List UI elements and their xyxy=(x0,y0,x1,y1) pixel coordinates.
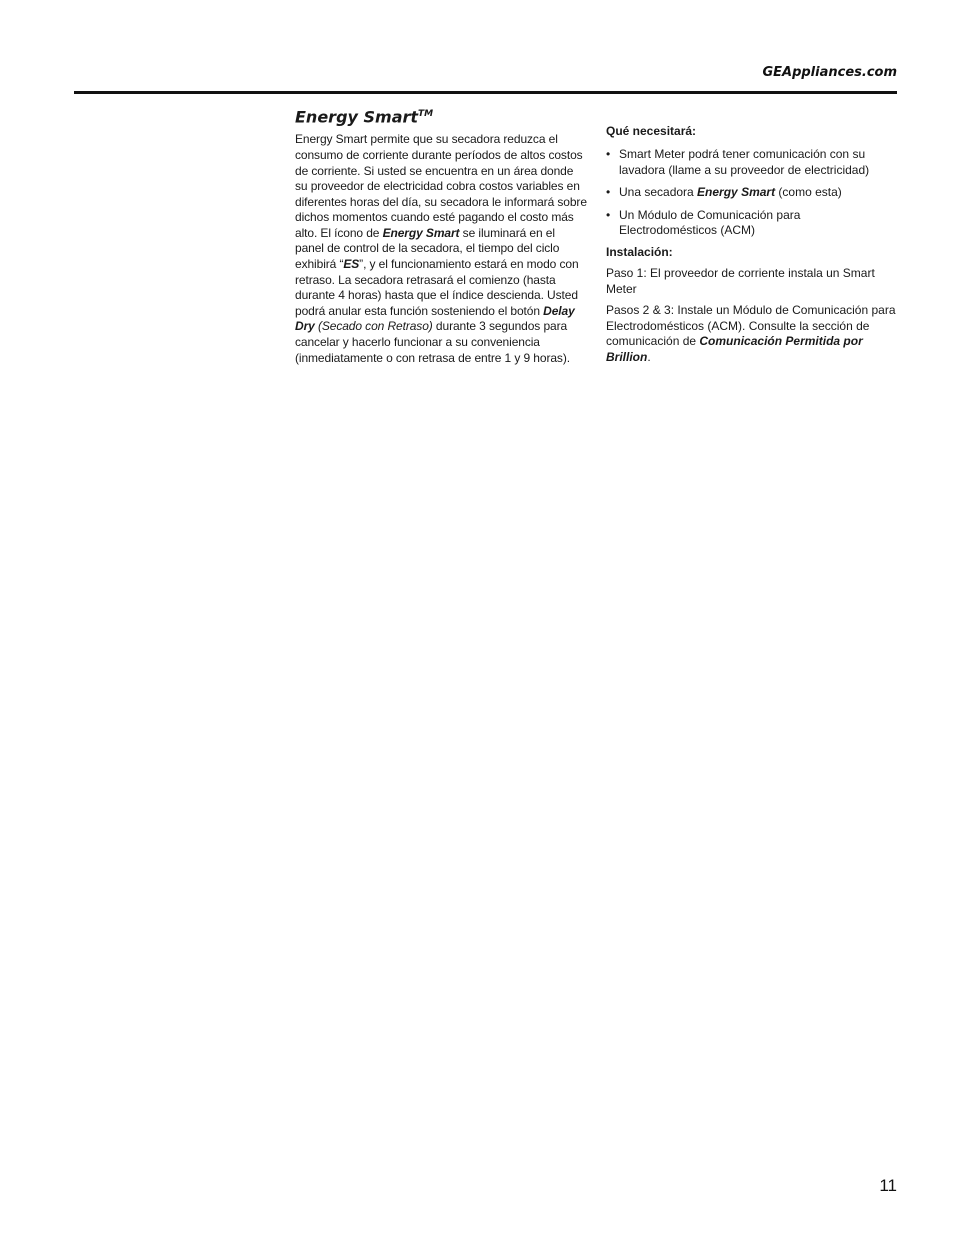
text-run: Energy Smart xyxy=(697,185,776,200)
energy-smart-description xyxy=(295,132,587,366)
installation-step-1 xyxy=(606,266,898,297)
list-item xyxy=(606,185,898,201)
energy-smart-section xyxy=(295,104,587,366)
text-run: Una secadora xyxy=(619,185,698,200)
text-run: Pasos 2 & 3: Instale un Módulo de Comunicación para Electrodomésticos (ACM). Consulte la sección de comunicación de xyxy=(606,303,896,349)
installation-steps-2-3 xyxy=(606,303,898,365)
text-run: Energy Smart permite que su secadora reduzca el consumo de corriente durante períodos de altos costos de corriente. Si usted se encuentra en un área donde su proveedor de electricidad cobra costos variables en diferentes horas del día, su secadora le informará sobre dichos momentos cuando esté pagando el costo más alto. El ícono de xyxy=(295,132,587,240)
list-item xyxy=(606,208,898,239)
header-rule xyxy=(74,91,897,94)
text-run: Energy Smart xyxy=(382,225,460,240)
text-run: ”, y el funcionamiento estará en modo con retraso. La secadora retrasará el comienzo (hasta durante 4 horas) hasta que el índice descienda. Usted podrá anular esta función sosteniendo el botón xyxy=(295,257,579,318)
requirements-section xyxy=(606,124,898,372)
site-url: GEAppliances.com xyxy=(762,65,897,80)
installation-heading: Instalación: xyxy=(606,244,673,259)
section-title xyxy=(295,104,587,127)
text-run: (Secado con Retraso) xyxy=(317,319,433,334)
text-run: se iluminará en el panel de control de la secadora, el tiempo del ciclo exhibirá “ xyxy=(295,225,560,272)
text-run: Comunicación Permitida por Brillion xyxy=(606,334,863,364)
text-run: . xyxy=(647,349,651,364)
list-item xyxy=(606,147,898,178)
text-run: Un Módulo de Comunicación para Electrodomésticos (ACM) xyxy=(619,207,801,238)
requirements-heading: Qué necesitará: xyxy=(606,124,697,138)
trademark-mark: TM xyxy=(418,109,434,119)
page-number: 11 xyxy=(879,1176,897,1195)
requirements-list xyxy=(606,147,898,239)
text-run: ES xyxy=(343,257,360,272)
text-run: durante 3 segundos para cancelar y hacerlo funcionar a su conveniencia (inmediatamente o con retrasa de entre 1 y 9 horas). xyxy=(295,319,570,365)
text-run: Smart Meter podrá tener comunicación con su lavadora (llame a su proveedor de electricidad) xyxy=(619,147,870,177)
text-run: Delay Dry xyxy=(295,303,575,334)
section-title-text: Energy Smart xyxy=(295,107,419,127)
text-run: Paso 1: El proveedor de corriente instala un Smart Meter xyxy=(606,265,875,296)
text-run: (como esta) xyxy=(775,185,842,200)
